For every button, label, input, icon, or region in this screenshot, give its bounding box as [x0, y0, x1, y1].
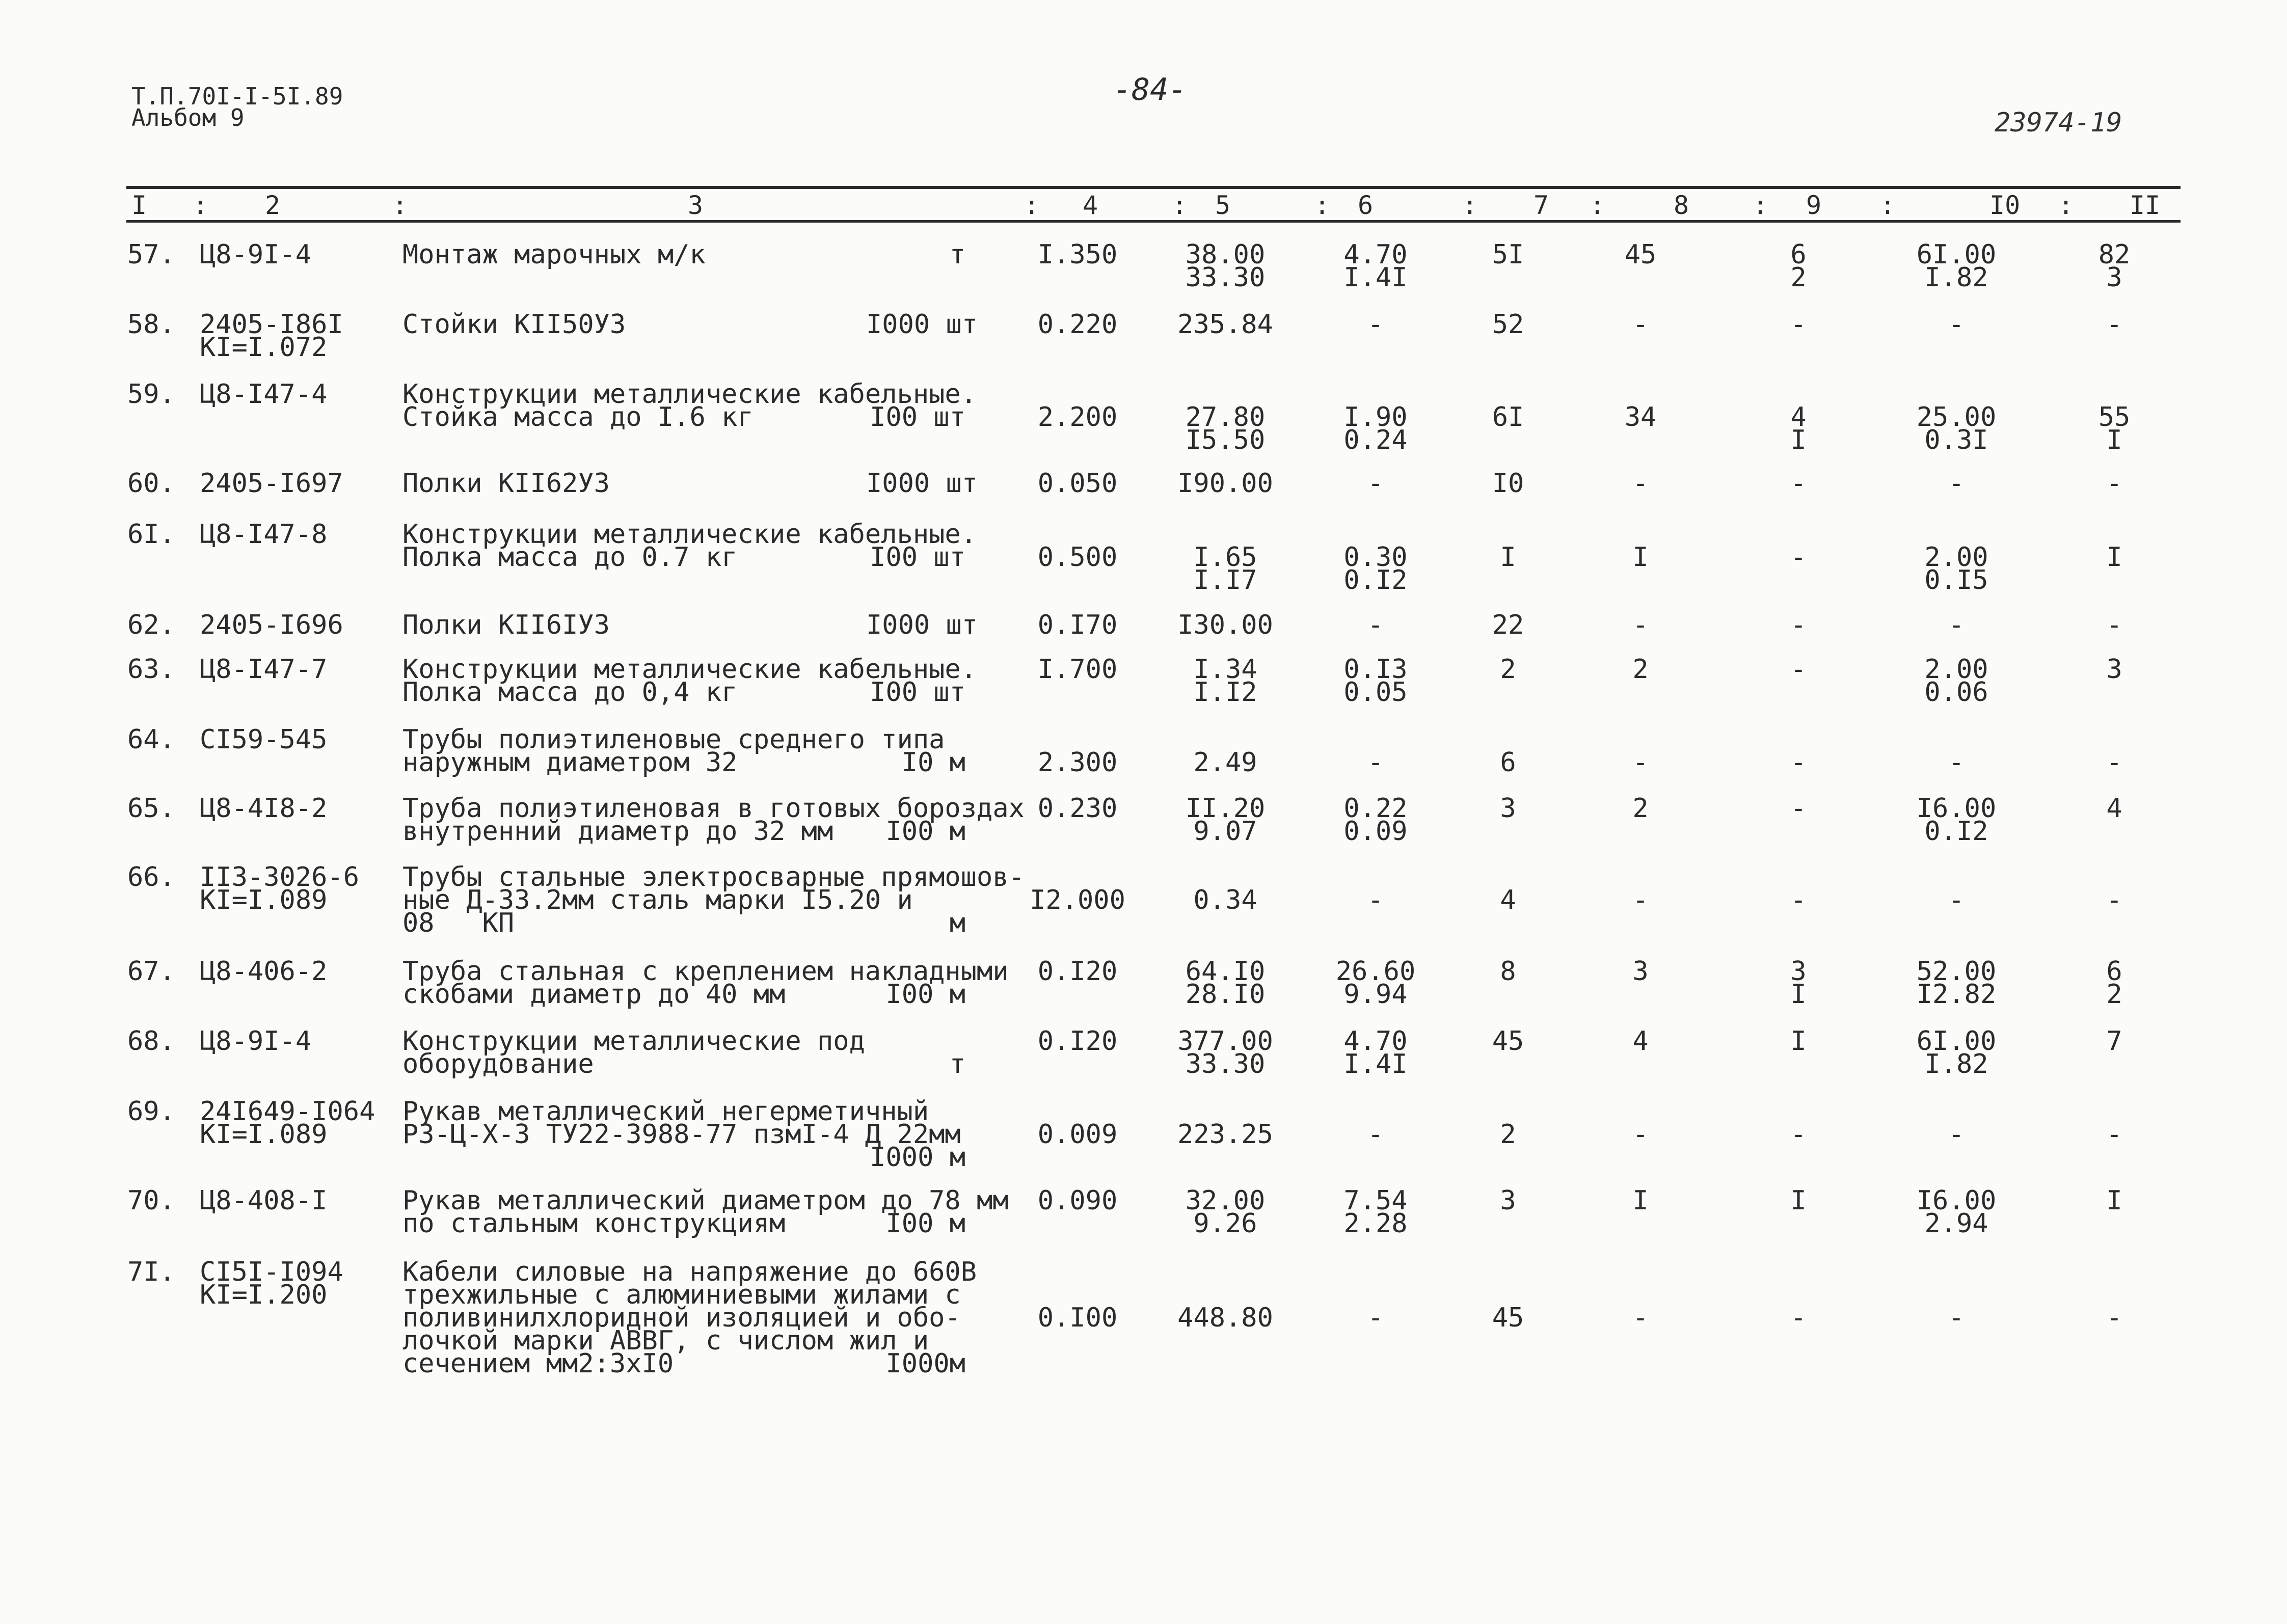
col-7-value: 45	[1492, 1303, 1524, 1333]
column-separator: :	[1880, 191, 1896, 220]
row-number: 6I.	[127, 519, 175, 550]
col-11-value: -	[2106, 1303, 2122, 1333]
col-6-value: -	[1367, 1303, 1384, 1333]
column-header-3: 3	[688, 191, 704, 220]
col-6-value: -	[1367, 747, 1384, 778]
col-7-value: 45	[1492, 1026, 1524, 1057]
col-11-value: 7	[2106, 1026, 2122, 1057]
row-code: Ц8-9I-4	[200, 1026, 312, 1057]
row-code: Ц8-I47-7	[200, 654, 328, 685]
column-separator: :	[1172, 191, 1188, 220]
col-9-value: -	[1790, 309, 1807, 340]
col-4-value: 0.I20	[1037, 956, 1118, 987]
col-4-value: 2.200	[1037, 402, 1118, 432]
col-4-value: I.350	[1037, 239, 1118, 270]
table-header-rule	[126, 220, 2181, 223]
col-5-value: 448.80	[1177, 1303, 1273, 1333]
column-header-8: 8	[1674, 191, 1689, 220]
row-unit: т	[949, 239, 965, 270]
column-header-5: 5	[1215, 191, 1231, 220]
column-header-11: II	[2130, 191, 2161, 220]
column-header-7: 7	[1533, 191, 1549, 220]
row-number: 60.	[127, 468, 175, 499]
col-11-value: 82 3	[2098, 239, 2131, 293]
column-separator: :	[1590, 191, 1605, 220]
col-8-value: 3	[1632, 956, 1649, 987]
col-11-value: 3	[2106, 654, 2122, 685]
row-code: 2405-I86I KI=I.072	[200, 309, 343, 363]
col-10-value: 2.00 0.I5	[1924, 542, 1988, 596]
row-code: Ц8-408-I	[200, 1185, 328, 1216]
row-code: Ц8-I47-8	[200, 519, 328, 550]
col-11-value: -	[2106, 1119, 2122, 1150]
col-4-value: 0.I20	[1037, 1026, 1118, 1057]
col-10-value: I6.00 2.94	[1916, 1185, 1997, 1239]
col-9-value: I	[1790, 1185, 1807, 1216]
col-11-value: -	[2106, 468, 2122, 499]
col-11-value: -	[2106, 309, 2122, 340]
handwritten-stamp: 23974-19	[1995, 107, 2122, 138]
col-7-value: 5I	[1492, 239, 1524, 270]
column-header-2: 2	[265, 191, 281, 220]
col-7-value: 52	[1492, 309, 1524, 340]
col-10-value: 6I.00 I.82	[1916, 1026, 1997, 1079]
col-6-value: 0.30 0.I2	[1343, 542, 1408, 596]
row-description: Конструкции металлические кабельные. Стойка масса до I.6 кг	[402, 379, 977, 432]
col-9-value: -	[1790, 654, 1807, 685]
col-11-value: 55 I	[2098, 402, 2131, 455]
col-8-value: I	[1632, 1185, 1649, 1216]
col-5-value: 32.00 9.26	[1185, 1185, 1266, 1239]
col-6-value: 7.54 2.28	[1343, 1185, 1408, 1239]
column-header-9: 9	[1806, 191, 1822, 220]
document-code: Т.П.70I-I-5I.89	[131, 83, 343, 110]
col-10-value: -	[1948, 309, 1965, 340]
row-unit: I0 м	[901, 747, 965, 778]
row-code: II3-3026-6 KI=I.089	[200, 862, 360, 915]
col-6-value: -	[1367, 885, 1384, 915]
col-8-value: 2	[1632, 793, 1649, 824]
col-5-value: 377.00 33.30	[1177, 1026, 1273, 1079]
col-4-value: 0.090	[1037, 1185, 1118, 1216]
column-separator: :	[2058, 191, 2074, 220]
col-4-value: 0.009	[1037, 1119, 1118, 1150]
album-label: Альбом 9	[131, 104, 245, 131]
col-10-value: 2.00 0.06	[1924, 654, 1988, 708]
col-5-value: 2.49	[1193, 747, 1257, 778]
row-unit: I00 шт	[870, 402, 965, 432]
col-9-value: -	[1790, 1119, 1807, 1150]
row-unit: I000м	[885, 1348, 965, 1379]
col-9-value: 4 I	[1790, 402, 1807, 455]
col-10-value: 25.00 0.3I	[1916, 402, 1997, 455]
col-5-value: II.20 9.07	[1185, 793, 1266, 847]
col-4-value: 0.I00	[1037, 1303, 1118, 1333]
column-header-1: I	[131, 191, 147, 220]
row-number: 69.	[127, 1096, 175, 1127]
col-10-value: 52.00 I2.82	[1916, 956, 1997, 1010]
row-code: Ц8-406-2	[200, 956, 328, 987]
row-description: Труба стальная с креплением накладными скобами диаметр до 40 мм	[402, 956, 1009, 1010]
row-unit: I000 м	[870, 1142, 965, 1173]
col-10-value: -	[1948, 885, 1965, 915]
row-description: Полки КII6IУ3	[402, 610, 610, 640]
row-code: 2405-I697	[200, 468, 343, 499]
col-8-value: -	[1632, 468, 1649, 499]
col-9-value: -	[1790, 610, 1807, 640]
col-7-value: 2	[1500, 1119, 1516, 1150]
row-description: Труба полиэтиленовая в готовых бороздах внутренний диаметр до 32 мм	[402, 793, 1025, 847]
col-5-value: 235.84	[1177, 309, 1273, 340]
col-8-value: 45	[1624, 239, 1657, 270]
row-code: 24I649-I064 KI=I.089	[200, 1096, 375, 1150]
col-9-value: -	[1790, 885, 1807, 915]
row-number: 62.	[127, 610, 175, 640]
row-unit: I00 шт	[870, 677, 965, 708]
row-description: Полки КII62У3	[402, 468, 610, 499]
row-unit: I000 шт	[866, 610, 978, 640]
col-9-value: -	[1790, 793, 1807, 824]
col-6-value: -	[1367, 468, 1384, 499]
row-code: CI5I-I094 KI=I.200	[200, 1257, 343, 1310]
col-11-value: I	[2106, 542, 2122, 573]
row-description: Конструкции металлические под оборудование	[402, 1026, 865, 1079]
row-description: Рукав металлический негерметичный Р3-Ц-Х-3 ТУ22-3988-77 пзмI-4 Д 22мм	[402, 1096, 961, 1150]
row-number: 63.	[127, 654, 175, 685]
col-6-value: -	[1367, 1119, 1384, 1150]
col-6-value: 0.I3 0.05	[1343, 654, 1408, 708]
row-number: 7I.	[127, 1257, 175, 1287]
col-9-value: -	[1790, 1303, 1807, 1333]
col-8-value: -	[1632, 1119, 1649, 1150]
row-description: Рукав металлический диаметром до 78 мм по стальным конструкциям	[402, 1185, 1009, 1239]
col-5-value: I.34 I.I2	[1193, 654, 1257, 708]
col-5-value: I.65 I.I7	[1193, 542, 1257, 596]
col-7-value: 6	[1500, 747, 1516, 778]
col-11-value: -	[2106, 610, 2122, 640]
col-7-value: 6I	[1492, 402, 1524, 432]
col-4-value: 0.220	[1037, 309, 1118, 340]
col-9-value: 3 I	[1790, 956, 1807, 1010]
row-unit: I00 м	[885, 816, 965, 847]
row-unit: I00 шт	[870, 542, 965, 573]
col-4-value: I.700	[1037, 654, 1118, 685]
row-code: Ц8-I47-4	[200, 379, 328, 410]
col-7-value: I0	[1492, 468, 1524, 499]
column-separator: :	[392, 191, 408, 220]
col-6-value: 4.70 I.4I	[1343, 1026, 1408, 1079]
col-8-value: 4	[1632, 1026, 1649, 1057]
col-5-value: 38.00 33.30	[1185, 239, 1266, 293]
row-unit: I000 шт	[866, 309, 978, 340]
col-7-value: 4	[1500, 885, 1516, 915]
col-8-value: -	[1632, 885, 1649, 915]
row-number: 66.	[127, 862, 175, 892]
col-7-value: 8	[1500, 956, 1516, 987]
row-description: Конструкции металлические кабельные. Полка масса до 0.7 кг	[402, 519, 977, 573]
col-9-value: 6 2	[1790, 239, 1807, 293]
col-6-value: I.90 0.24	[1343, 402, 1408, 455]
col-8-value: -	[1632, 309, 1649, 340]
col-7-value: 3	[1500, 793, 1516, 824]
table-top-rule	[126, 186, 2181, 189]
col-9-value: I	[1790, 1026, 1807, 1057]
col-5-value: 223.25	[1177, 1119, 1273, 1150]
col-8-value: -	[1632, 747, 1649, 778]
col-8-value: 34	[1624, 402, 1657, 432]
col-11-value: -	[2106, 747, 2122, 778]
col-10-value: -	[1948, 1303, 1965, 1333]
col-4-value: 2.300	[1037, 747, 1118, 778]
column-separator: :	[193, 191, 208, 220]
column-header-6: 6	[1358, 191, 1374, 220]
col-4-value: I2.000	[1030, 885, 1125, 915]
col-5-value: 0.34	[1193, 885, 1257, 915]
col-8-value: 2	[1632, 654, 1649, 685]
row-number: 70.	[127, 1185, 175, 1216]
col-11-value: -	[2106, 885, 2122, 915]
row-number: 67.	[127, 956, 175, 987]
col-7-value: I	[1500, 542, 1516, 573]
row-unit: м	[949, 908, 965, 938]
col-4-value: 0.500	[1037, 542, 1118, 573]
col-5-value: 27.80 I5.50	[1185, 402, 1266, 455]
col-6-value: 4.70 I.4I	[1343, 239, 1408, 293]
col-8-value: -	[1632, 610, 1649, 640]
col-7-value: 3	[1500, 1185, 1516, 1216]
col-11-value: I	[2106, 1185, 2122, 1216]
col-5-value: I90.00	[1177, 468, 1273, 499]
col-7-value: 2	[1500, 654, 1516, 685]
col-10-value: I6.00 0.I2	[1916, 793, 1997, 847]
col-4-value: 0.I70	[1037, 610, 1118, 640]
page-number: -84-	[1113, 72, 1187, 107]
column-separator: :	[1462, 191, 1478, 220]
row-description: Трубы стальные электросварные прямошов- ные Д-33.2мм сталь марки I5.20 и 08 КП	[402, 862, 1025, 938]
row-description: Трубы полиэтиленовые среднего типа наружным диаметром 32	[402, 724, 945, 778]
col-10-value: 6I.00 I.82	[1916, 239, 1997, 293]
column-header-10: I0	[1989, 191, 2021, 220]
row-unit: т	[949, 1049, 965, 1079]
row-number: 68.	[127, 1026, 175, 1057]
row-number: 57.	[127, 239, 175, 270]
column-header-4: 4	[1083, 191, 1098, 220]
col-6-value: 26.60 9.94	[1335, 956, 1416, 1010]
row-number: 58.	[127, 309, 175, 340]
col-9-value: -	[1790, 747, 1807, 778]
col-8-value: I	[1632, 542, 1649, 573]
col-5-value: 64.I0 28.I0	[1185, 956, 1266, 1010]
row-code: CI59-545	[200, 724, 328, 755]
row-description: Кабели силовые на напряжение до 660В трехжильные с алюминиевыми жилами с поливинилхлоридной изоляцией и обо- лочкой марки АВВГ, с числом жил и сечением мм2:3хI0	[402, 1257, 977, 1379]
row-description: Монтаж марочных м/к	[402, 239, 706, 270]
col-4-value: 0.050	[1037, 468, 1118, 499]
row-description: Стойки КII50У3	[402, 309, 626, 340]
col-8-value: -	[1632, 1303, 1649, 1333]
col-5-value: I30.00	[1177, 610, 1273, 640]
col-10-value: -	[1948, 1119, 1965, 1150]
col-6-value: -	[1367, 610, 1384, 640]
col-11-value: 6 2	[2106, 956, 2122, 1010]
row-number: 59.	[127, 379, 175, 410]
col-4-value: 0.230	[1037, 793, 1118, 824]
row-code: 2405-I696	[200, 610, 343, 640]
column-separator: :	[1314, 191, 1330, 220]
col-6-value: -	[1367, 309, 1384, 340]
row-number: 65.	[127, 793, 175, 824]
col-9-value: -	[1790, 468, 1807, 499]
row-unit: I00 м	[885, 1208, 965, 1239]
row-description: Конструкции металлические кабельные. Полка масса до 0,4 кг	[402, 654, 977, 708]
column-separator: :	[1024, 191, 1040, 220]
col-11-value: 4	[2106, 793, 2122, 824]
col-7-value: 22	[1492, 610, 1524, 640]
col-10-value: -	[1948, 468, 1965, 499]
col-10-value: -	[1948, 747, 1965, 778]
col-6-value: 0.22 0.09	[1343, 793, 1408, 847]
row-code: Ц8-4I8-2	[200, 793, 328, 824]
column-separator: :	[1753, 191, 1768, 220]
col-9-value: -	[1790, 542, 1807, 573]
row-unit: I00 м	[885, 979, 965, 1010]
row-unit: I000 шт	[866, 468, 978, 499]
col-10-value: -	[1948, 610, 1965, 640]
row-code: Ц8-9I-4	[200, 239, 312, 270]
row-number: 64.	[127, 724, 175, 755]
